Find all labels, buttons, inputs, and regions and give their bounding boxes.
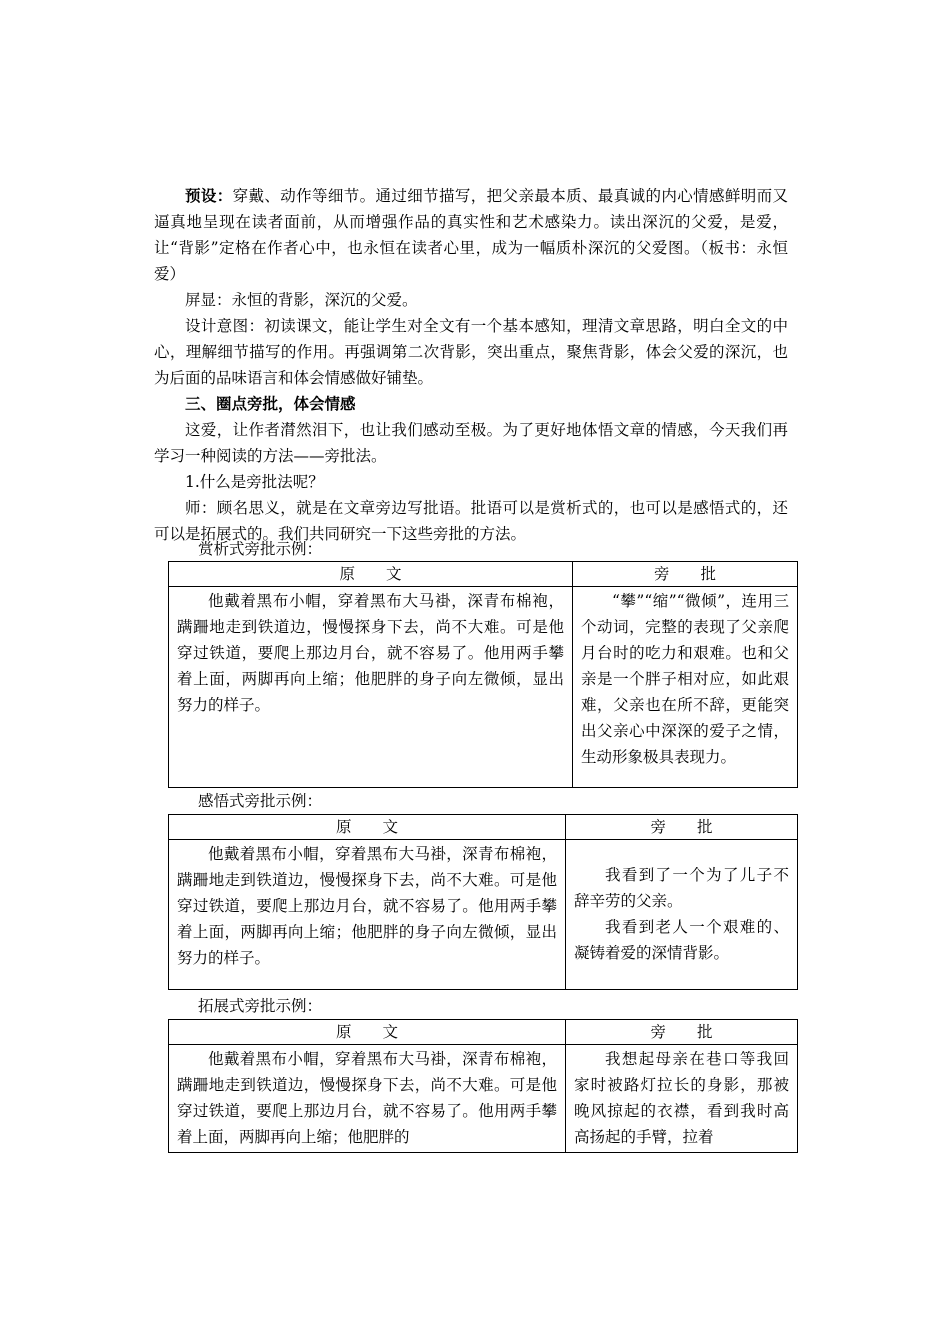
design-intent-paragraph: 设计意图：初读课文，能让学生对全文有一个基本感知，理清文章思路，明白全文的中心，理解细节描写的作用。再强调第二次背影，突出重点，聚焦背影，体会父爱的深沉，也为后面的品味语言和体会情感做好铺垫。 bbox=[154, 317, 788, 387]
original-header: 原文 bbox=[169, 1020, 566, 1045]
preset-text: 穿戴、动作等细节。通过细节描写，把父亲最本质、最真诚的内心情感鲜明而又逼真地呈现在读者面前，从而增强作品的真实性和艺术感染力。读出深沉的父爱，是爱，让“背影”定格在作者心中，也永恒在读者心里，成为一幅质朴深沉的父爱图。（板书：永恒 爱） bbox=[154, 187, 820, 283]
annotation-header: 旁批 bbox=[573, 562, 798, 587]
original-text-cell: 他戴着黑布小帽，穿着黑布大马褂，深青布棉袍，蹒跚地走到铁道边，慢慢探身下去，尚不大难。可是他穿过铁道，要爬上那边月台，就不容易了。他用两手攀着上面，两脚再向上缩；他肥胖的身子向左微倾，显出努力的样子。 bbox=[169, 840, 566, 990]
insight-table bbox=[168, 814, 798, 990]
table-header-row bbox=[169, 815, 798, 840]
annotation-line-2: 我看到老人一个艰难的、凝铸着爱的深情背影。 bbox=[574, 918, 789, 962]
table-row bbox=[169, 840, 798, 990]
teacher-paragraph: 师：顾名思义，就是在文章旁边写批语。批语可以是赏析式的，也可以是感悟式的，还可以是拓展式的。我们共同研究一下这些旁批的方法。 bbox=[154, 499, 788, 543]
annotation-cell bbox=[566, 840, 798, 990]
original-header: 原文 bbox=[169, 562, 573, 587]
appreciation-table bbox=[168, 561, 798, 788]
table-row bbox=[169, 1045, 798, 1153]
preset-paragraph bbox=[154, 183, 820, 287]
original-text-cell: 他戴着黑布小帽，穿着黑布大马褂，深青布棉袍，蹒跚地走到铁道边，慢慢探身下去，尚不大难。可是他穿过铁道，要爬上那边月台，就不容易了。他用两手攀着上面，两脚再向上缩；他肥胖的身子向左微倾，显出努力的样子。 bbox=[169, 587, 573, 788]
annotation-line-1: 我看到了一个为了儿子不辞辛劳的父亲。 bbox=[574, 866, 789, 910]
annotation-cell: “攀”“缩”“微倾”，连用三个动词，完整的表现了父亲爬月台时的吃力和艰难。也和父亲是一个胖子相对应，如此艰难，父亲也在所不辞，更能突出父亲心中深深的爱子之情，生动形象极具表现力。 bbox=[573, 587, 798, 788]
table3-label: 拓展式旁批示例： bbox=[198, 997, 323, 1015]
intro-paragraph: 这爱，让作者潸然泪下，也让我们感动至极。为了更好地体悟文章的情感，今天我们再学习一种阅读的方法——旁批法。 bbox=[154, 421, 788, 465]
annotation-cell: 我想起母亲在巷口等我回家时被路灯拉长的身影，那被晚风掠起的衣襟，看到我时高高扬起的手臂，拉着 bbox=[566, 1045, 798, 1153]
table-header-row bbox=[169, 562, 798, 587]
section-heading: 三、圈点旁批，体会情感 bbox=[185, 395, 356, 413]
preset-lead: 预设： bbox=[185, 187, 233, 205]
screen-display-paragraph: 屏显：永恒的背影，深沉的父爱。 bbox=[185, 291, 418, 309]
table-header-row bbox=[169, 1020, 798, 1045]
original-header: 原文 bbox=[169, 815, 566, 840]
annotation-header: 旁批 bbox=[566, 1020, 798, 1045]
table1-label: 赏析式旁批示例： bbox=[198, 540, 323, 558]
table2-label: 感悟式旁批示例： bbox=[198, 792, 323, 810]
table-row bbox=[169, 587, 798, 788]
original-text-cell: 他戴着黑布小帽，穿着黑布大马褂，深青布棉袍，蹒跚地走到铁道边，慢慢探身下去，尚不大难。可是他穿过铁道，要爬上那边月台，就不容易了。他用两手攀着上面，两脚再向上缩；他肥胖的 bbox=[169, 1045, 566, 1153]
question-paragraph: 1.什么是旁批法呢？ bbox=[185, 473, 324, 491]
annotation-header: 旁批 bbox=[566, 815, 798, 840]
extension-table bbox=[168, 1019, 798, 1153]
